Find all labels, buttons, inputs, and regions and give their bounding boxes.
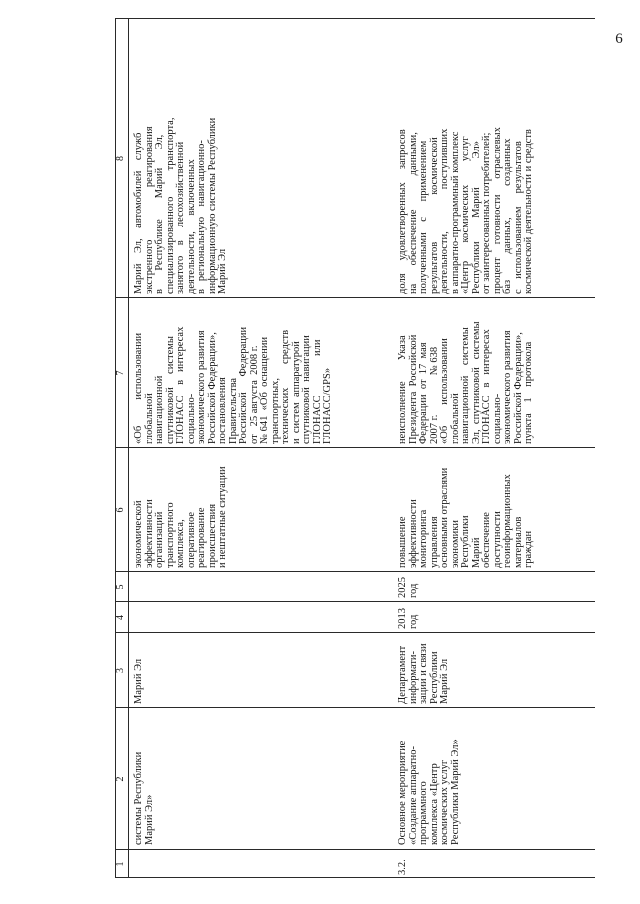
row2-executor: Департамент информати- зации и связи Республики Марий Эл xyxy=(397,643,450,704)
column-header-8: 8 xyxy=(115,156,126,161)
page-number: 6 xyxy=(615,31,623,47)
column-rule xyxy=(115,877,595,878)
column-rule xyxy=(115,18,595,19)
column-header-4: 4 xyxy=(115,615,126,620)
row1-consequences: «Об использовании глобальной навигационной спутниковой системы ГЛОНАСС в интересах социально- экономического развития Российской Федерации», постановления Правительства Российской Федерации от 25 августа 2008 г. № 641 «Об оснащении транспортных, технических средств и систем аппаратурой спутниковой навигации ГЛОНАСС или ГЛОНАСС/GPS» xyxy=(133,326,333,444)
column-rule xyxy=(115,707,595,708)
row2-number: 3.2. xyxy=(397,859,408,875)
row2-end-year: 2025 год xyxy=(397,577,419,598)
rotated-table-sheet xyxy=(115,18,595,878)
column-header-6: 6 xyxy=(115,507,126,513)
column-rule xyxy=(115,601,595,602)
column-header-3: 3 xyxy=(115,668,126,673)
column-header-2: 2 xyxy=(115,776,126,782)
row1-result: экономической эффективности организаций транспортного комплекса, оперативное реагирование происшествия и нештатные ситуации xyxy=(133,466,228,568)
header-bottom-rule xyxy=(128,18,129,878)
column-rule xyxy=(115,571,595,572)
row1-indicator: Марий Эл, автомобилей служб экстренного реагирования в Республике Марий Эл, специализированного транспорта, занятого в лесохозяйственной деятельности, включенных в региональную навигационно- информационную системы Республики Марий Эл xyxy=(133,117,228,294)
row1-executor: Марий Эл xyxy=(133,658,144,704)
column-header-7: 7 xyxy=(115,370,126,376)
column-header-5: 5 xyxy=(115,584,126,590)
column-rule xyxy=(115,632,595,633)
row1-name: системы Республики Марий Эл» xyxy=(133,751,155,845)
row2-name: Основное мероприятие «Создание аппаратно- программного комплекса «Центр космических услуг Республики Марий Эл» xyxy=(397,739,461,845)
table-grid xyxy=(115,18,595,878)
column-header-1: 1 xyxy=(115,861,126,867)
row2-consequences: неисполнение Указа Президента Российской Федерации от 17 мая 2007 г. № 638 «Об использовании глобальной навигационной системы Эл, спутниковой системы ГЛОНАСС в интересах социально- экономического развития Российской Федерации», пункта 1 протокола xyxy=(397,321,534,444)
row2-indicator: доля удовлетворенных запросов на обеспечение данными, полученными с применением результатов космической деятельности, поступивших в аппаратно-программный комплекс «Центр космических услуг Республики Марий Эл» от заинтересованных потребителей; процент готовности отраслевых баз данных, созданных с использованием результатов космической деятельности и средств xyxy=(397,127,534,294)
row2-start-year: 2013 год xyxy=(397,608,419,629)
row2-result: повышение эффективности мониторинга управления основными отраслями экономики Республики Марий обеспечение доступности геоинформационных материалов граждан xyxy=(397,467,534,568)
column-rule xyxy=(115,849,595,850)
